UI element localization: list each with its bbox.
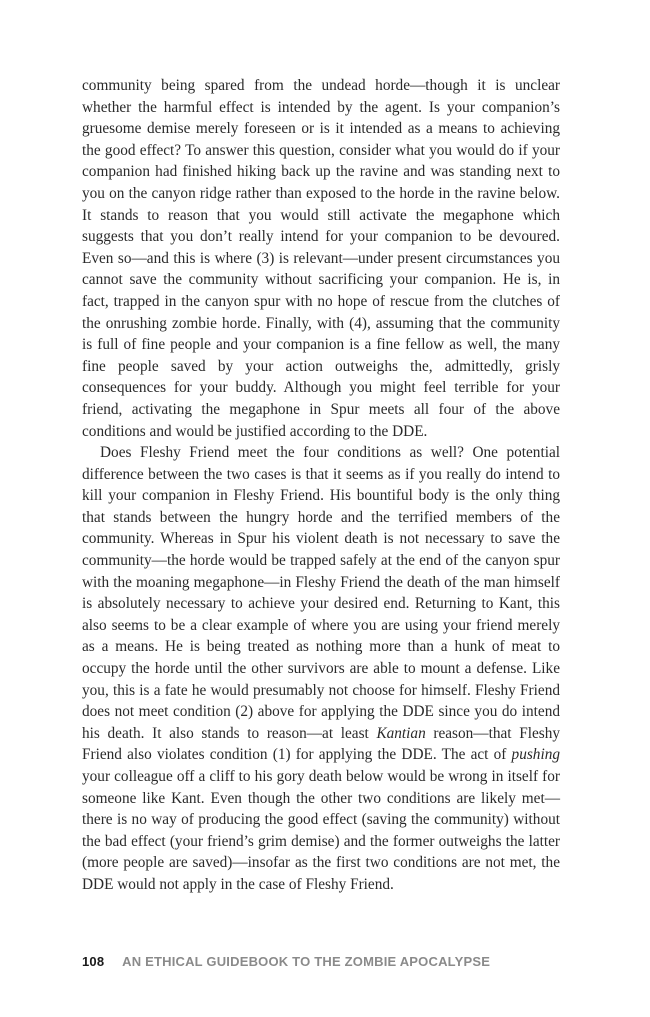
page-number: 108	[82, 954, 105, 969]
paragraph-1	[82, 75, 560, 442]
running-title: AN ETHICAL GUIDEBOOK TO THE ZOMBIE APOCALYPSE	[122, 954, 491, 969]
body-text	[82, 75, 560, 896]
paragraph-2	[82, 442, 560, 895]
paragraph-1-run-1: community being spared from the undead horde—though it is unclear whether the harmful effect is intended by the agent. Is your companion’s gruesome demise merely foreseen or is it intended as a means to achieving the good effect? To answer this question, consider what you would do if your companion had finished hiking back up the ravine and was standing next to you on the canyon ridge rather than exposed to the horde in the ravine below. It stands to reason that you would still activate the megaphone which suggests that you don’t really intend for your companion to be devoured. Even so—and this is where (3) is relevant—under present circumstances you cannot save the community without sacrificing your companion. He is, in fact, trapped in the canyon spur with no hope of rescue from the clutches of the onrushing zombie horde. Finally, with (4), assuming that the community is full of fine people and your companion is a fine fellow as well, the many fine people saved by your action outweighs the, admittedly, grisly consequences for your buddy. Although you might feel terrible for your friend, activating the megaphone in Spur meets all four of the above conditions and would be justified according to the DDE.	[82, 77, 560, 440]
paragraph-2-run-5: your colleague off a cliff to his gory death below would be wrong in itself for someone like Kant. Even though the other two conditions are likely met—there is no way of producing the good effect (saving the community) without the bad effect (your friend’s grim demise) and the former outweighs the latter (more people are saved)—insofar as the first two conditions are not met, the DDE would not apply in the case of Fleshy Friend.	[82, 768, 560, 893]
italic-term-kantian: Kantian	[376, 724, 426, 742]
paragraph-2-run-3: reason—that Fleshy Friend also violates condition (1) for applying the DDE. The act of	[82, 724, 560, 764]
page-footer	[82, 954, 490, 969]
paragraph-2-run-1: Does Fleshy Friend meet the four conditions as well? One potential difference between the two cases is that it seems as if you really do intend to kill your companion in Fleshy Friend. His bountiful body is the only thing that stands between the hungry horde and the terrified members of the community. Whereas in Spur his violent death is not necessary to save the community—the horde would be trapped safely at the end of the canyon spur with the moaning megaphone—in Fleshy Friend the death of the man himself is absolutely necessary to achieve your desired end. Returning to Kant, this also seems to be a clear example of where you are using your friend merely as a means. He is being treated as nothing more than a hunk of meat to occupy the horde until the other survivors are able to mount a defense. Like you, this is a fate he would presumably not choose for himself. Fleshy Friend does not meet condition (2) above for applying the DDE since you do intend his death. It also stands to reason—at least	[82, 444, 560, 742]
italic-term-pushing: pushing	[511, 746, 560, 764]
